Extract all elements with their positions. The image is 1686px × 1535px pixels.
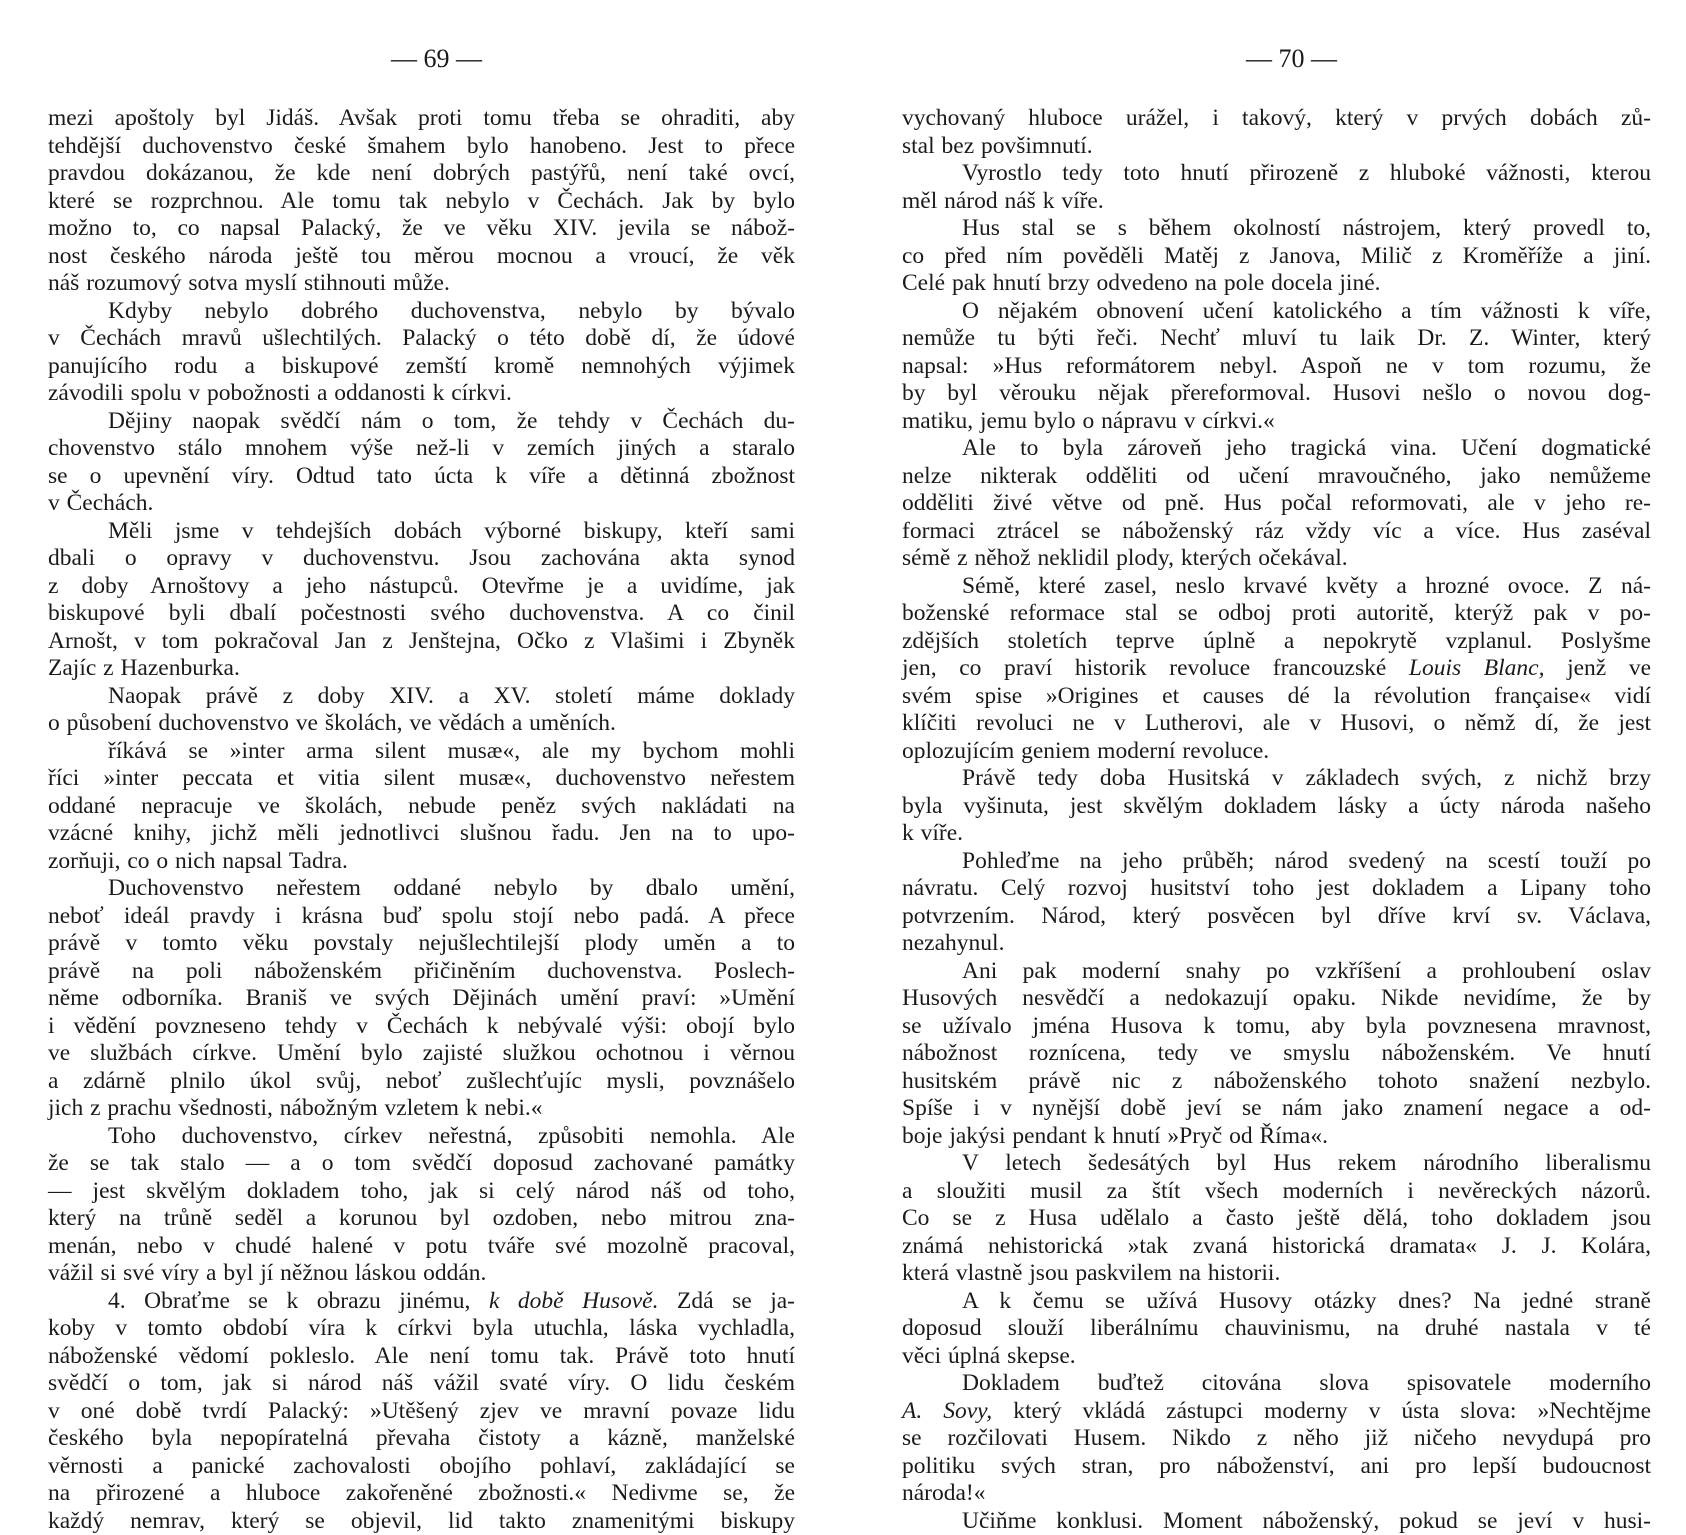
- text-line-content: každý nemrav, který se objevil, lid takto znamenitými biskupy: [48, 1508, 795, 1534]
- text-line-content: možno to, co napsal Palacký, že ve věku XIV. jevila se nábož-: [48, 215, 795, 241]
- text-line-content: neboť ideál pravdy i krásna buď spolu stojí nebo padá. A přece: [48, 903, 795, 929]
- text-line-content: jen, co praví historik revoluce francouzské: [902, 655, 1409, 681]
- text-line: [902, 930, 1651, 958]
- text-line: [902, 1315, 1651, 1343]
- text-line-continuation: Zdá se ja-: [658, 1288, 795, 1314]
- italic-name: Louis Blanc,: [1409, 655, 1545, 681]
- text-line-content: pravdou dokázanou, že kde není dobrých pastýřů, není také ovcí,: [48, 160, 795, 186]
- text-line-content: Duchovenstvo neřestem oddané nebylo by dbalo umění,: [108, 875, 795, 901]
- page-number-right: — 70 —: [902, 0, 1651, 70]
- text-line-content: měl národ náš k víře.: [902, 188, 1104, 214]
- text-line: [48, 875, 795, 903]
- text-line-content: O nějakém obnovení učení katolického a tím vážnosti k víře,: [962, 298, 1651, 324]
- text-line-content: nelze nikterak odděliti od učení mravoučného, jako nemůžeme: [902, 463, 1651, 489]
- text-line-continuation: jenž ve: [1544, 655, 1651, 681]
- text-line: [48, 353, 795, 381]
- text-line-content: Naopak právě z doby XIV. a XV. století máme doklady: [108, 683, 795, 709]
- text-line: [902, 545, 1651, 573]
- text-line: [48, 1425, 795, 1453]
- text-line-content: náboženské vědomí pokleslo. Ale není tomu tak. Právě toto hnutí: [48, 1343, 795, 1369]
- text-line: [902, 1370, 1651, 1398]
- text-line-content: sémě z něhož neklidil plody, kterých očekával.: [902, 545, 1348, 571]
- text-line-content: právě na poli náboženském přičiněním duchovenstva. Poslech-: [48, 958, 795, 984]
- text-line-content: věrnosti a panické zachovalosti obojího pohlaví, zakládající se: [48, 1453, 795, 1479]
- left-page: [48, 0, 795, 1500]
- text-line: [902, 1453, 1651, 1481]
- text-line: [48, 958, 795, 986]
- text-line: [48, 1013, 795, 1041]
- text-line-content: V letech šedesátých byl Hus rekem národního liberalismu: [962, 1150, 1651, 1176]
- text-line: [48, 738, 795, 766]
- text-line-content: věci úplná skepse.: [902, 1343, 1076, 1369]
- right-page-text: [902, 105, 1651, 1535]
- text-line-content: svědčí o tom, jak si národ náš vážil svaté víry. O lidu českém: [48, 1370, 795, 1396]
- text-line: [48, 325, 795, 353]
- text-line-content: Pohleďme na jeho průběh; národ svedený na scestí touží po: [962, 848, 1651, 874]
- text-line: [48, 655, 795, 683]
- text-line: [48, 1453, 795, 1481]
- text-line-content: Právě tedy doba Husitská v základech svých, z nichž brzy: [962, 765, 1651, 791]
- text-line: [902, 903, 1651, 931]
- text-line: [48, 848, 795, 876]
- text-line: [48, 683, 795, 711]
- text-line-content: doposud slouží liberálnímu chauvinismu, na druhé nastala v té: [902, 1315, 1651, 1341]
- text-line: [48, 1480, 795, 1508]
- text-line: [48, 710, 795, 738]
- right-page: [902, 0, 1651, 1500]
- text-line-content: který na trůně seděl a korunou byl ozdoben, nebo mitrou zna-: [48, 1205, 795, 1231]
- text-line: [902, 848, 1651, 876]
- text-line-content: Vyrostlo tedy toto hnutí přirozeně z hluboké vážnosti, kterou: [962, 160, 1651, 186]
- text-line-content: byla vyšinuta, jest skvělým dokladem lásky a úcty národa našeho: [902, 793, 1651, 819]
- text-line: [48, 985, 795, 1013]
- text-line: [48, 1205, 795, 1233]
- text-line: [902, 683, 1651, 711]
- text-line: [48, 1068, 795, 1096]
- text-line-content: ve službách církve. Umění bylo zajisté služkou ochotnou i věrnou: [48, 1040, 795, 1066]
- text-line-content: biskupové byli dbalí počestnosti svého duchovenstva. A co činil: [48, 600, 795, 626]
- text-line: [48, 1288, 795, 1316]
- text-line-content: říci »inter peccata et vitia silent musæ«, duchovenstvo neřestem: [48, 765, 795, 791]
- text-line: [48, 490, 795, 518]
- text-line: [902, 793, 1651, 821]
- text-line-content: Hus stal se s během okolností nástrojem, který provedl to,: [962, 215, 1651, 241]
- text-line-content: zorňuji, co o nich napsal Tadra.: [48, 848, 348, 874]
- text-line-content: k víře.: [902, 820, 963, 846]
- text-line: [902, 710, 1651, 738]
- text-line-content: Toho duchovenstvo, církev neřestná, způsobiti nemohla. Ale: [108, 1123, 795, 1149]
- text-line-content: Sémě, které zasel, neslo krvavé květy a hrozné ovoce. Z ná-: [962, 573, 1651, 599]
- text-line-content: formaci ztrácel se náboženský ráz vždy víc a více. Hus zaséval: [902, 518, 1651, 544]
- text-line: [48, 408, 795, 436]
- text-line: [902, 1178, 1651, 1206]
- text-line: [902, 1480, 1651, 1508]
- text-line-content: vychovaný hluboce urážel, i takový, který v prvých dobách zů-: [902, 105, 1651, 131]
- text-line: [48, 380, 795, 408]
- text-line-content: politiku svých stran, pro náboženství, ani pro lepší budoucnost: [902, 1453, 1651, 1479]
- page-number-left: — 69 —: [48, 0, 795, 70]
- text-line: [48, 1260, 795, 1288]
- text-line: [48, 600, 795, 628]
- text-line-content: by byl věrouku nějak přereformoval. Husovi nešlo o novou dog-: [902, 380, 1651, 406]
- text-line-continuation: který vkládá zástupci moderny v ústa slova: »Nechtějme: [992, 1398, 1651, 1424]
- text-line-content: něme odborníka. Braniš ve svých Dějinách umění praví: »Umění: [48, 985, 795, 1011]
- text-line-content: se rozčilovati Husem. Nikdo z něho již ničeho nevydupá pro: [902, 1425, 1651, 1451]
- text-line: [48, 1150, 795, 1178]
- text-line-content: z doby Arnoštovy a jeho nástupců. Otevřme je a uvidíme, jak: [48, 573, 795, 599]
- text-line: [48, 298, 795, 326]
- text-line-content: 4. Obraťme se k obrazu jinému,: [108, 1288, 489, 1314]
- text-line-content: boženské reformace stal se odboj proti autoritě, kterýž pak v po-: [902, 600, 1651, 626]
- text-line: [902, 1343, 1651, 1371]
- text-line-content: oddané nepracuje ve školách, nebude peněz svých nakládati na: [48, 793, 795, 819]
- text-line: [48, 188, 795, 216]
- text-line: [902, 1508, 1651, 1535]
- text-line-content: Arnošt, v tom pokračoval Jan z Jenštejna, Očko z Vlašimi i Zbyněk: [48, 628, 795, 654]
- text-line-content: nezahynul.: [902, 930, 1004, 956]
- text-line: [48, 793, 795, 821]
- italic-name: A. Sovy,: [902, 1398, 992, 1424]
- text-line-content: na přirozené a hluboce zakořeněné zbožnosti.« Nedivme se, že: [48, 1480, 795, 1506]
- text-line-content: panujícího rodu a biskupové zemští kromě nemnohých výjimek: [48, 353, 795, 379]
- text-line: [48, 820, 795, 848]
- text-line-content: odděliti živé větve od pně. Hus počal reformovati, ale v jeho re-: [902, 490, 1651, 516]
- text-line-content: dbali o opravy v duchovenstvu. Jsou zachována akta synod: [48, 545, 795, 571]
- text-line: [902, 1068, 1651, 1096]
- text-line: [48, 105, 795, 133]
- text-line: [48, 1233, 795, 1261]
- text-line: [48, 215, 795, 243]
- text-line: [902, 215, 1651, 243]
- text-line-content: Učiňme konklusi. Moment náboženský, pokud se jeví v husi-: [962, 1508, 1651, 1534]
- text-line-content: se užívalo jména Husova k tomu, aby byla povznesena mravnost,: [902, 1013, 1651, 1039]
- text-line: [48, 1315, 795, 1343]
- text-line-content: tehdější duchovenstvo české šmahem bylo hanobeno. Jest to přece: [48, 133, 795, 159]
- text-line: [48, 573, 795, 601]
- text-line: [48, 1508, 795, 1535]
- text-line-content: nábožnost roznícena, tedy ve smyslu náboženském. Ve hnutí: [902, 1040, 1651, 1066]
- text-line-content: A k čemu se užívá Husovy otázky dnes? Na jedné straně: [962, 1288, 1651, 1314]
- text-line: [902, 133, 1651, 161]
- text-line: [902, 325, 1651, 353]
- text-line: [902, 1425, 1651, 1453]
- text-line-content: mezi apoštoly byl Jidáš. Avšak proti tomu třeba se ohraditi, aby: [48, 105, 795, 131]
- text-line-content: Měli jsme v tehdejších dobách výborné biskupy, kteří sami: [108, 518, 795, 544]
- text-line: [902, 490, 1651, 518]
- text-line-content: se o upevnění víry. Odtud tato úcta k víře a dětinná zbožnost: [48, 463, 795, 489]
- text-line: [48, 435, 795, 463]
- text-line: [902, 463, 1651, 491]
- text-line-content: vážil si své víry a byl jí něžnou láskou oddán.: [48, 1260, 486, 1286]
- text-line-content: o působení duchovenstvo ve školách, ve vědách a uměních.: [48, 710, 616, 736]
- text-line: [902, 1150, 1651, 1178]
- text-line-content: českého byla nepopíratelná převaha čistoty a kázně, manželské: [48, 1425, 795, 1451]
- text-line: [902, 1205, 1651, 1233]
- text-line: [902, 765, 1651, 793]
- text-line-content: nost českého národa ještě tou měrou mocnou a vroucí, že věk: [48, 243, 795, 269]
- text-line: [48, 463, 795, 491]
- text-line: [902, 1040, 1651, 1068]
- text-line: [902, 1123, 1651, 1151]
- text-line: [902, 380, 1651, 408]
- text-line-content: které se rozprchnou. Ale tomu tak nebylo v Čechách. Jak by bylo: [48, 188, 795, 214]
- text-line: [48, 270, 795, 298]
- text-line-content: Co se z Husa udělalo a často ještě dělá, toho dokladem jsou: [902, 1205, 1651, 1231]
- text-line: [48, 903, 795, 931]
- text-line-content: jich z prachu všednosti, nábožným vzletem k nebi.«: [48, 1095, 543, 1121]
- text-line-content: která vlastně jsou paskvilem na historii.: [902, 1260, 1280, 1286]
- text-line: [48, 133, 795, 161]
- text-line-content: právě v tomto věku povstaly nejušlechtilejší plody uměn a to: [48, 930, 795, 956]
- text-line: [48, 1398, 795, 1426]
- text-line: [902, 1233, 1651, 1261]
- text-line: [902, 1398, 1651, 1426]
- text-line-content: potvrzením. Národ, který posvěcen byl dříve krví sv. Václava,: [902, 903, 1651, 929]
- text-line: [902, 628, 1651, 656]
- text-line-content: Kdyby nebylo dobrého duchovenstva, nebylo by bývalo: [108, 298, 795, 324]
- text-line-content: Celé pak hnutí brzy odvedeno na pole docela jiné.: [902, 270, 1381, 296]
- text-line: [902, 1288, 1651, 1316]
- text-line-content: Ani pak moderní snahy po vzkříšení a prohloubení oslav: [962, 958, 1651, 984]
- text-line: [902, 820, 1651, 848]
- text-line-content: v oné době tvrdí Palacký: »Utěšený zjev ve mravní povaze lidu: [48, 1398, 795, 1424]
- text-line-content: koby v tomto období víra k církvi byla utuchla, láska vychladla,: [48, 1315, 795, 1341]
- text-line: [48, 1343, 795, 1371]
- text-line-content: stal bez povšimnutí.: [902, 133, 1093, 159]
- text-line: [902, 298, 1651, 326]
- italic-name: k době Husově.: [489, 1288, 659, 1314]
- text-line-content: že se tak stalo — a o tom svědčí doposud zachované památky: [48, 1150, 795, 1176]
- text-line: [902, 160, 1651, 188]
- text-line-content: svém spise »Origines et causes dé la révolution française« vidí: [902, 683, 1651, 709]
- text-line-content: a zdárně plnilo úkol svůj, neboť zušlechťujíc mysli, povznášelo: [48, 1068, 795, 1094]
- text-line-content: co před ním pověděli Matěj z Janova, Milič z Kroměříže a jiní.: [902, 243, 1651, 269]
- text-line-content: říkává se »inter arma silent musæ«, ale my bychom mohli: [108, 738, 795, 764]
- text-line-content: známá nehistorická »tak zvaná historická dramata« J. J. Kolára,: [902, 1233, 1651, 1259]
- text-line: [48, 545, 795, 573]
- text-line: [902, 270, 1651, 298]
- text-line-content: závodili spolu v pobožnosti a oddanosti k církvi.: [48, 380, 512, 406]
- text-line: [902, 738, 1651, 766]
- text-line: [902, 1013, 1651, 1041]
- text-line: [48, 628, 795, 656]
- text-line-content: a sloužiti musil za štít všech moderních i nevěreckých názorů.: [902, 1178, 1651, 1204]
- text-line: [48, 1095, 795, 1123]
- text-line-content: v Čechách.: [48, 490, 153, 516]
- text-line-content: nemůže tu býti řeči. Nechť mluví tu laik Dr. Z. Winter, který: [902, 325, 1651, 351]
- text-line: [902, 600, 1651, 628]
- text-line: [48, 1370, 795, 1398]
- text-line-content: náš rozumový sotva myslí stihnouti může.: [48, 270, 450, 296]
- text-line: [902, 518, 1651, 546]
- text-line: [902, 435, 1651, 463]
- text-line: [48, 1123, 795, 1151]
- text-line-content: chovenstvo stálo mnohem výše než-li v zemích jiných a staralo: [48, 435, 795, 461]
- text-line: [902, 1095, 1651, 1123]
- text-line: [48, 243, 795, 271]
- text-line: [902, 353, 1651, 381]
- text-line-content: zdějších stoletích teprve úplně a nepokrytě vzplanul. Poslyšme: [902, 628, 1651, 654]
- text-line-content: matiku, jemu bylo o nápravu v církvi.«: [902, 408, 1275, 434]
- text-line: [902, 655, 1651, 683]
- text-line-content: vzácné knihy, jichž měli jednotlivci slušnou řadu. Jen na to upo-: [48, 820, 795, 846]
- text-line-content: Husových nesvědčí a nedokazují opaku. Nikde nevidíme, že by: [902, 985, 1651, 1011]
- text-line-content: Ale to byla zároveň jeho tragická vina. Učení dogmatické: [962, 435, 1651, 461]
- text-line: [902, 958, 1651, 986]
- text-line-content: Zajíc z Hazenburka.: [48, 655, 240, 681]
- text-line-content: v Čechách mravů ušlechtilých. Palacký o této době dí, že údové: [48, 325, 795, 351]
- text-line: [902, 573, 1651, 601]
- text-line: [48, 765, 795, 793]
- text-line: [48, 518, 795, 546]
- text-line-content: klíčiti revoluci ne v Lutherovi, ale v Husovi, o němž dí, že jest: [902, 710, 1651, 736]
- text-line-content: oplozujícím geniem moderní revoluce.: [902, 738, 1269, 764]
- text-line: [902, 875, 1651, 903]
- text-line-content: boje jakýsi pendant k hnutí »Pryč od Říma«.: [902, 1123, 1328, 1149]
- left-page-text: [48, 105, 795, 1535]
- text-line-content: — jest skvělým dokladem toho, jak si celý národ náš od toho,: [48, 1178, 795, 1204]
- text-line-content: i vědění povzneseno tehdy v Čechách k nebývalé výši: obojí bylo: [48, 1013, 795, 1039]
- text-line-content: napsal: »Hus reformátorem nebyl. Aspoň ne v tom rozumu, že: [902, 353, 1651, 379]
- text-line: [48, 1040, 795, 1068]
- text-line: [902, 105, 1651, 133]
- text-line-content: návratu. Celý rozvoj husitství toho jest dokladem a Lipany toho: [902, 875, 1651, 901]
- text-line: [902, 408, 1651, 436]
- text-line-content: Spíše i v nynější době jeví se nám jako znamení negace a od-: [902, 1095, 1651, 1121]
- text-line-content: menán, nebo v chudé halené v potu tváře své mozolně pracoval,: [48, 1233, 795, 1259]
- text-line: [902, 985, 1651, 1013]
- text-line: [902, 1260, 1651, 1288]
- text-line: [902, 188, 1651, 216]
- text-line-content: národa!«: [902, 1480, 986, 1506]
- text-line-content: Dějiny naopak svědčí nám o tom, že tehdy v Čechách du-: [108, 408, 795, 434]
- text-line-content: Dokladem buďtež citována slova spisovatele moderního: [962, 1370, 1651, 1396]
- text-line: [48, 930, 795, 958]
- text-line: [48, 1178, 795, 1206]
- text-line-content: husitském právě nic z náboženského tohoto snažení nezbylo.: [902, 1068, 1651, 1094]
- text-line: [48, 160, 795, 188]
- text-line: [902, 243, 1651, 271]
